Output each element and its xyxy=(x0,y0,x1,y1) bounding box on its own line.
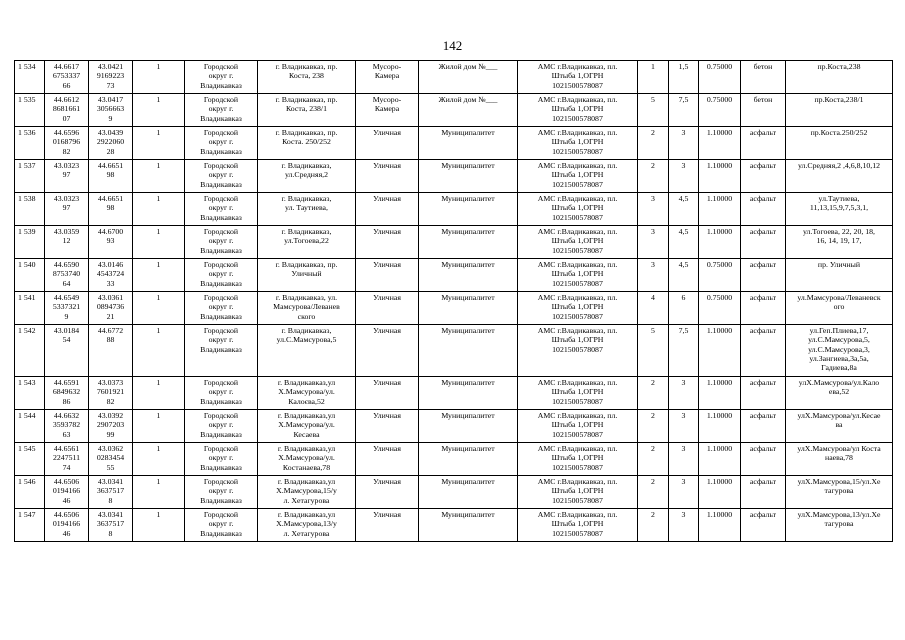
site-type-cell: Уличная xyxy=(356,509,419,542)
count-cell: 1 xyxy=(133,377,185,410)
sources-cell: ул.Тогоева, 22, 20, 18, 16, 14, 19, 17, xyxy=(786,226,893,259)
sources-cell: пр. Уличный xyxy=(786,259,893,292)
owner-cell: Муниципалитет xyxy=(419,443,518,476)
surface-cell: бетон xyxy=(741,94,786,127)
latitude-cell: 44.6612 8681661 07 xyxy=(45,94,89,127)
row-number-cell: 1 538 xyxy=(15,193,45,226)
surface-cell: асфальт xyxy=(741,509,786,542)
district-cell: Городской округ г. Владикавказ xyxy=(185,292,258,325)
volume-cell: 0.75000 xyxy=(699,259,741,292)
address-cell: г. Владикавказ, пр. Коста, 238/1 xyxy=(258,94,356,127)
longitude-cell: 43.0341 3637517 8 xyxy=(89,509,133,542)
count-cell: 1 xyxy=(133,476,185,509)
surface-cell: асфальт xyxy=(741,377,786,410)
district-cell: Городской округ г. Владикавказ xyxy=(185,476,258,509)
latitude-cell: 43.0323 97 xyxy=(45,193,89,226)
surface-cell: асфальт xyxy=(741,292,786,325)
volume-cell: 1.10000 xyxy=(699,160,741,193)
address-cell: г. Владикавказ, пр. Уличный xyxy=(258,259,356,292)
volume-cell: 1.10000 xyxy=(699,377,741,410)
area-cell: 3 xyxy=(669,160,699,193)
sources-cell: ул.Мамсурова/Леваневск ого xyxy=(786,292,893,325)
sources-cell: улХ.Мамсурова/ул Коста наева,78 xyxy=(786,443,893,476)
row-number-cell: 1 537 xyxy=(15,160,45,193)
area-cell: 4,5 xyxy=(669,259,699,292)
table-row xyxy=(15,61,893,94)
volume-cell: 1.10000 xyxy=(699,325,741,377)
sources-cell: улХ.Мамсурова/ул.Кесае ва xyxy=(786,410,893,443)
latitude-cell: 44.6591 6849632 86 xyxy=(45,377,89,410)
surface-cell: асфальт xyxy=(741,259,786,292)
latitude-cell: 44.6590 8753740 64 xyxy=(45,259,89,292)
longitude-cell: 44.6700 93 xyxy=(89,226,133,259)
containers-cell: 4 xyxy=(638,292,669,325)
area-cell: 4,5 xyxy=(669,193,699,226)
containers-cell: 3 xyxy=(638,226,669,259)
longitude-cell: 43.0392 2907203 99 xyxy=(89,410,133,443)
table-row xyxy=(15,509,893,542)
volume-cell: 1.10000 xyxy=(699,410,741,443)
area-cell: 1,5 xyxy=(669,61,699,94)
district-cell: Городской округ г. Владикавказ xyxy=(185,443,258,476)
longitude-cell: 43.0341 3637517 8 xyxy=(89,476,133,509)
owner-cell: Муниципалитет xyxy=(419,160,518,193)
latitude-cell: 44.6596 0168796 82 xyxy=(45,127,89,160)
district-cell: Городской округ г. Владикавказ xyxy=(185,193,258,226)
area-cell: 3 xyxy=(669,377,699,410)
containers-cell: 2 xyxy=(638,410,669,443)
count-cell: 1 xyxy=(133,410,185,443)
table-row xyxy=(15,325,893,377)
sources-cell: ул.Геп.Плиева,17, ул.С.Мамсурова,5, ул.С.Мамсурова,3, ул.Зангиева,3а,5а, Гадиева,8а xyxy=(786,325,893,377)
owner-cell: Муниципалитет xyxy=(419,325,518,377)
owner-cell: Муниципалитет xyxy=(419,259,518,292)
longitude-cell: 43.0361 0894736 21 xyxy=(89,292,133,325)
sources-cell: пр.Коста,238 xyxy=(786,61,893,94)
count-cell: 1 xyxy=(133,193,185,226)
latitude-cell: 43.0323 97 xyxy=(45,160,89,193)
operator-cell: АМС г.Владикавказ, пл. Штыба 1,ОГРН 1021500578087 xyxy=(518,377,638,410)
row-number-cell: 1 536 xyxy=(15,127,45,160)
operator-cell: АМС г.Владикавказ, пл. Штыба 1,ОГРН 1021500578087 xyxy=(518,127,638,160)
table-row xyxy=(15,193,893,226)
containers-cell: 2 xyxy=(638,443,669,476)
waste-sites-table xyxy=(14,60,893,542)
latitude-cell: 44.6561 2247511 74 xyxy=(45,443,89,476)
volume-cell: 1.10000 xyxy=(699,476,741,509)
operator-cell: АМС г.Владикавказ, пл. Штыба 1,ОГРН 1021500578087 xyxy=(518,259,638,292)
longitude-cell: 44.6651 98 xyxy=(89,160,133,193)
row-number-cell: 1 535 xyxy=(15,94,45,127)
volume-cell: 1.10000 xyxy=(699,193,741,226)
area-cell: 7,5 xyxy=(669,325,699,377)
operator-cell: АМС г.Владикавказ, пл. Штыба 1,ОГРН 1021500578087 xyxy=(518,509,638,542)
operator-cell: АМС г.Владикавказ, пл. Штыба 1,ОГРН 1021500578087 xyxy=(518,325,638,377)
site-type-cell: Уличная xyxy=(356,410,419,443)
volume-cell: 1.10000 xyxy=(699,127,741,160)
address-cell: г. Владикавказ,ул Х.Мамсурова,13/у л. Хетагурова xyxy=(258,509,356,542)
row-number-cell: 1 542 xyxy=(15,325,45,377)
longitude-cell: 44.6651 98 xyxy=(89,193,133,226)
count-cell: 1 xyxy=(133,259,185,292)
operator-cell: АМС г.Владикавказ, пл. Штыба 1,ОГРН 1021500578087 xyxy=(518,476,638,509)
longitude-cell: 43.0421 9169223 73 xyxy=(89,61,133,94)
containers-cell: 3 xyxy=(638,259,669,292)
owner-cell: Муниципалитет xyxy=(419,509,518,542)
latitude-cell: 43.0359 12 xyxy=(45,226,89,259)
area-cell: 7,5 xyxy=(669,94,699,127)
latitude-cell: 43.0184 54 xyxy=(45,325,89,377)
district-cell: Городской округ г. Владикавказ xyxy=(185,94,258,127)
owner-cell: Жилой дом №___ xyxy=(419,61,518,94)
count-cell: 1 xyxy=(133,61,185,94)
volume-cell: 1.10000 xyxy=(699,226,741,259)
site-type-cell: Уличная xyxy=(356,377,419,410)
surface-cell: асфальт xyxy=(741,443,786,476)
count-cell: 1 xyxy=(133,325,185,377)
containers-cell: 2 xyxy=(638,476,669,509)
area-cell: 6 xyxy=(669,292,699,325)
district-cell: Городской округ г. Владикавказ xyxy=(185,259,258,292)
district-cell: Городской округ г. Владикавказ xyxy=(185,377,258,410)
longitude-cell: 43.0146 4543724 33 xyxy=(89,259,133,292)
owner-cell: Жилой дом №___ xyxy=(419,94,518,127)
latitude-cell: 44.6549 5337321 9 xyxy=(45,292,89,325)
table-body xyxy=(15,61,893,542)
row-number-cell: 1 543 xyxy=(15,377,45,410)
address-cell: г. Владикавказ, пр. Коста. 250/252 xyxy=(258,127,356,160)
count-cell: 1 xyxy=(133,443,185,476)
address-cell: г. Владикавказ,ул Х.Мамсурова,15/у л. Хетагурова xyxy=(258,476,356,509)
longitude-cell: 43.0417 3056663 9 xyxy=(89,94,133,127)
operator-cell: АМС г.Владикавказ, пл. Штыба 1,ОГРН 1021500578087 xyxy=(518,226,638,259)
district-cell: Городской округ г. Владикавказ xyxy=(185,410,258,443)
table-row xyxy=(15,127,893,160)
sources-cell: ул.Средняя,2 ,4,6,8,10,12 xyxy=(786,160,893,193)
count-cell: 1 xyxy=(133,160,185,193)
address-cell: г. Владикавказ, ул.Средняя,2 xyxy=(258,160,356,193)
containers-cell: 5 xyxy=(638,94,669,127)
longitude-cell: 43.0373 7601921 82 xyxy=(89,377,133,410)
count-cell: 1 xyxy=(133,94,185,127)
site-type-cell: Уличная xyxy=(356,226,419,259)
latitude-cell: 44.6506 0194166 46 xyxy=(45,476,89,509)
owner-cell: Муниципалитет xyxy=(419,226,518,259)
count-cell: 1 xyxy=(133,509,185,542)
site-type-cell: Уличная xyxy=(356,443,419,476)
operator-cell: АМС г.Владикавказ, пл. Штыба 1,ОГРН 1021500578087 xyxy=(518,410,638,443)
owner-cell: Муниципалитет xyxy=(419,410,518,443)
site-type-cell: Уличная xyxy=(356,292,419,325)
site-type-cell: Уличная xyxy=(356,193,419,226)
surface-cell: асфальт xyxy=(741,193,786,226)
containers-cell: 3 xyxy=(638,193,669,226)
surface-cell: асфальт xyxy=(741,325,786,377)
row-number-cell: 1 540 xyxy=(15,259,45,292)
site-type-cell: Мусоро- Камера xyxy=(356,61,419,94)
address-cell: г. Владикавказ,ул Х.Мамсурова/ул. Калоєва,52 xyxy=(258,377,356,410)
surface-cell: асфальт xyxy=(741,127,786,160)
district-cell: Городской округ г. Владикавказ xyxy=(185,509,258,542)
table-row xyxy=(15,259,893,292)
owner-cell: Муниципалитет xyxy=(419,476,518,509)
area-cell: 3 xyxy=(669,127,699,160)
longitude-cell: 44.6772 88 xyxy=(89,325,133,377)
table-row xyxy=(15,443,893,476)
owner-cell: Муниципалитет xyxy=(419,377,518,410)
area-cell: 3 xyxy=(669,476,699,509)
district-cell: Городской округ г. Владикавказ xyxy=(185,61,258,94)
sources-cell: пр.Коста.250/252 xyxy=(786,127,893,160)
table-row xyxy=(15,292,893,325)
site-type-cell: Уличная xyxy=(356,325,419,377)
address-cell: г. Владикавказ, ул.Тогоева,22 xyxy=(258,226,356,259)
longitude-cell: 43.0439 2922060 28 xyxy=(89,127,133,160)
area-cell: 3 xyxy=(669,410,699,443)
sources-cell: улХ.Мамсурова,13/ул.Хе тагурова xyxy=(786,509,893,542)
owner-cell: Муниципалитет xyxy=(419,193,518,226)
address-cell: г. Владикавказ, пр. Коста, 238 xyxy=(258,61,356,94)
containers-cell: 2 xyxy=(638,377,669,410)
volume-cell: 1.10000 xyxy=(699,443,741,476)
containers-cell: 5 xyxy=(638,325,669,377)
operator-cell: АМС г.Владикавказ, пл. Штыба 1,ОГРН 1021500578087 xyxy=(518,94,638,127)
address-cell: г. Владикавказ, ул. Мамсурова/Леванев ского xyxy=(258,292,356,325)
site-type-cell: Уличная xyxy=(356,476,419,509)
operator-cell: АМС г.Владикавказ, пл. Штыба 1,ОГРН 1021500578087 xyxy=(518,443,638,476)
volume-cell: 0.75000 xyxy=(699,292,741,325)
row-number-cell: 1 534 xyxy=(15,61,45,94)
page-number: 142 xyxy=(442,38,463,53)
surface-cell: асфальт xyxy=(741,476,786,509)
longitude-cell: 43.0362 0283454 55 xyxy=(89,443,133,476)
sources-cell: улХ.Мамсурова/ул.Кало ева,52 xyxy=(786,377,893,410)
site-type-cell: Мусоро- Камера xyxy=(356,94,419,127)
row-number-cell: 1 545 xyxy=(15,443,45,476)
site-type-cell: Уличная xyxy=(356,259,419,292)
table-row xyxy=(15,226,893,259)
district-cell: Городской округ г. Владикавказ xyxy=(185,325,258,377)
volume-cell: 1.10000 xyxy=(699,509,741,542)
sources-cell: улХ.Мамсурова,15/ул.Хе тагурова xyxy=(786,476,893,509)
table-row xyxy=(15,410,893,443)
table-row xyxy=(15,377,893,410)
sources-cell: пр.Коста,238/1 xyxy=(786,94,893,127)
site-type-cell: Уличная xyxy=(356,127,419,160)
containers-cell: 2 xyxy=(638,509,669,542)
area-cell: 4,5 xyxy=(669,226,699,259)
owner-cell: Муниципалитет xyxy=(419,292,518,325)
table-row xyxy=(15,160,893,193)
operator-cell: АМС г.Владикавказ, пл. Штыба 1,ОГРН 1021500578087 xyxy=(518,193,638,226)
containers-cell: 2 xyxy=(638,160,669,193)
count-cell: 1 xyxy=(133,127,185,160)
address-cell: г. Владикавказ, ул.С.Мамсурова,5 xyxy=(258,325,356,377)
address-cell: г. Владикавказ,ул Х.Мамсурова/ул. Костанаева,78 xyxy=(258,443,356,476)
district-cell: Городской округ г. Владикавказ xyxy=(185,226,258,259)
surface-cell: бетон xyxy=(741,61,786,94)
area-cell: 3 xyxy=(669,443,699,476)
site-type-cell: Уличная xyxy=(356,160,419,193)
district-cell: Городской округ г. Владикавказ xyxy=(185,127,258,160)
row-number-cell: 1 541 xyxy=(15,292,45,325)
count-cell: 1 xyxy=(133,226,185,259)
row-number-cell: 1 546 xyxy=(15,476,45,509)
sources-cell: ул.Таутиева, 11,13,15,9,7,5,3,1, xyxy=(786,193,893,226)
surface-cell: асфальт xyxy=(741,160,786,193)
surface-cell: асфальт xyxy=(741,226,786,259)
table-row xyxy=(15,94,893,127)
latitude-cell: 44.6632 3593782 63 xyxy=(45,410,89,443)
owner-cell: Муниципалитет xyxy=(419,127,518,160)
containers-cell: 2 xyxy=(638,127,669,160)
area-cell: 3 xyxy=(669,509,699,542)
volume-cell: 0.75000 xyxy=(699,61,741,94)
operator-cell: АМС г.Владикавказ, пл. Штыба 1,ОГРН 1021500578087 xyxy=(518,61,638,94)
row-number-cell: 1 547 xyxy=(15,509,45,542)
address-cell: г. Владикавказ, ул. Таутиева, xyxy=(258,193,356,226)
latitude-cell: 44.6617 6753337 66 xyxy=(45,61,89,94)
operator-cell: АМС г.Владикавказ, пл. Штыба 1,ОГРН 1021500578087 xyxy=(518,160,638,193)
district-cell: Городской округ г. Владикавказ xyxy=(185,160,258,193)
address-cell: г. Владикавказ,ул Х.Мамсурова/ул. Кесаева xyxy=(258,410,356,443)
volume-cell: 0.75000 xyxy=(699,94,741,127)
latitude-cell: 44.6506 0194166 46 xyxy=(45,509,89,542)
operator-cell: АМС г.Владикавказ, пл. Штыба 1,ОГРН 1021500578087 xyxy=(518,292,638,325)
surface-cell: асфальт xyxy=(741,410,786,443)
row-number-cell: 1 544 xyxy=(15,410,45,443)
row-number-cell: 1 539 xyxy=(15,226,45,259)
containers-cell: 1 xyxy=(638,61,669,94)
count-cell: 1 xyxy=(133,292,185,325)
table-row xyxy=(15,476,893,509)
